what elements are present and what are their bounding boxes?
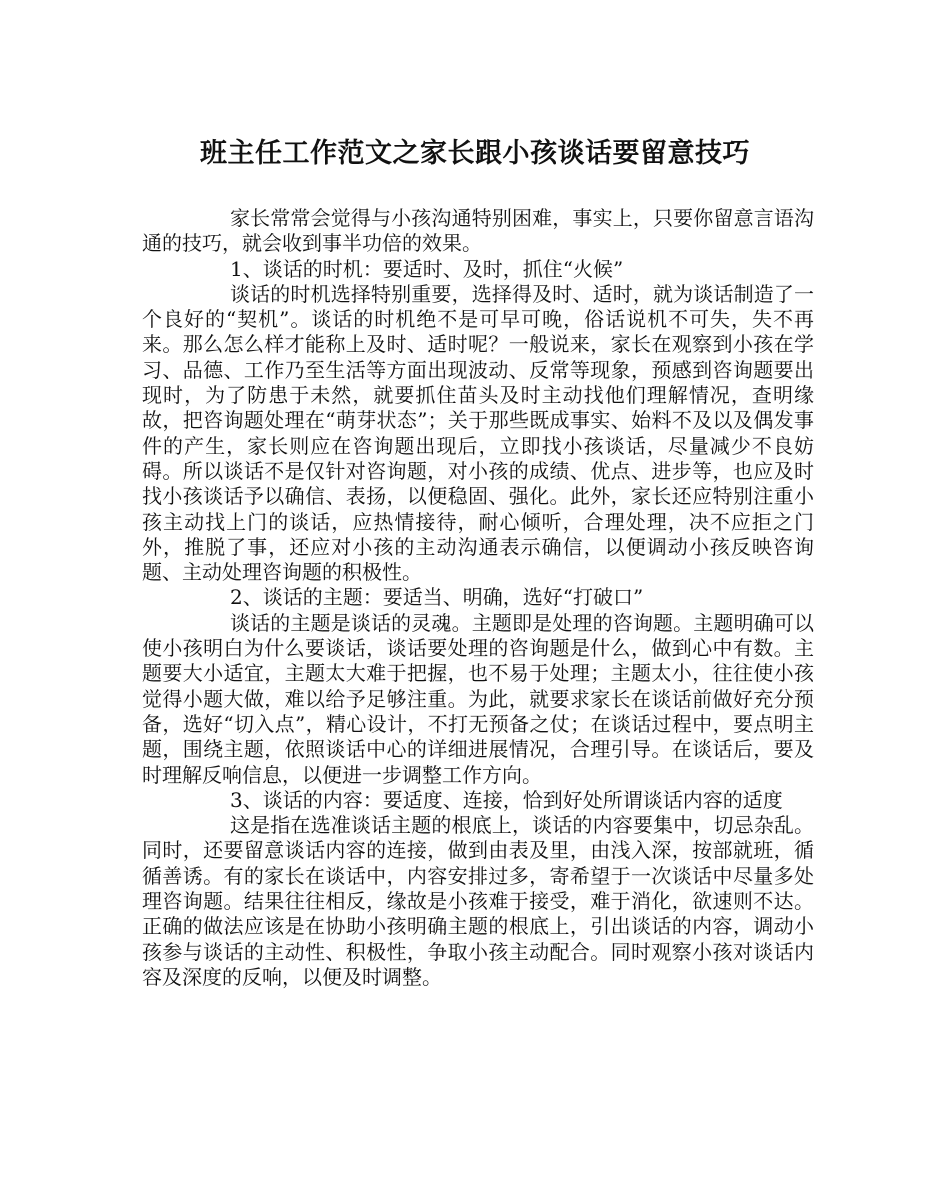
paragraph-timing: 谈话的时机选择特别重要，选择得及时、适时，就为谈话制造了一个良好的“契机”。谈话的时机绝不是可早可晚，俗话说机不可失，失不再来。那么怎么样才能称上及时、适时呢？一般说来，家长在观察到小孩在学习、品德、工作乃至生活等方面出现波动、反常等现象，预感到咨询题要出现时，为了防患于未然，就要抓住苗头及时主动找他们理解情况，查明缘故，把咨询题处理在“萌芽状态”；关于那些既成事实、始料不及以及偶发事件的产生，家长则应在咨询题出现后，立即找小孩谈话，尽量减少不良妨碍。所以谈话不是仅针对咨询题，对小孩的成绩、优点、进步等，也应及时找小孩谈话予以确信、表扬，以便稳固、强化。此外，家长还应特别注重小孩主动找上门的谈话，应热情接待，耐心倾听，合理处理，决不应拒之门外，推脱了事，还应对小孩的主动沟通表示确信，以便调动小孩反映咨询题、主动处理咨询题的积极性。	[142, 281, 814, 585]
section-heading-timing: 1、谈话的时机：要适时、及时，抓住“火候”	[230, 256, 624, 281]
paragraph-topic: 谈话的主题是谈话的灵魂。主题即是处理的咨询题。主题明确可以使小孩明白为什么要谈话，谈话要处理的咨询题是什么，做到心中有数。主题要大小适宜，主题太大难于把握，也不易于处理；主题太小，往往使小孩觉得小题大做，难以给予足够注重。为此，就要求家长在谈话前做好充分预备，选好“切入点”，精心设计，不打无预备之仗；在谈话过程中，要点明主题，围绕主题，依照谈话中心的详细进展情况，合理引导。在谈话后，要及时理解反响信息，以便进一步调整工作方向。	[142, 610, 814, 787]
section-heading-content: 3、谈话的内容：要适度、连接，恰到好处所谓谈话内容的适度	[230, 787, 783, 812]
document-body	[142, 206, 814, 990]
paragraph-intro: 家长常常会觉得与小孩沟通特别困难，事实上，只要你留意言语沟通的技巧，就会收到事半功倍的效果。	[142, 206, 814, 256]
section-heading-topic: 2、谈话的主题：要适当、明确，选好“打破口”	[230, 585, 644, 610]
paragraph-content: 这是指在选准谈话主题的根底上，谈话的内容要集中，切忌杂乱。同时，还要留意谈话内容的连接，做到由表及里，由浅入深，按部就班，循循善诱。有的家长在谈话中，内容安排过多，寄希望于一次谈话中尽量多处理咨询题。结果往往相反，缘故是小孩难于接受，难于消化，欲速则不达。正确的做法应该是在协助小孩明确主题的根底上，引出谈话的内容，调动小孩参与谈话的主动性、积极性，争取小孩主动配合。同时观察小孩对谈话内容及深度的反响，以便及时调整。	[142, 813, 814, 989]
document-title: 班主任工作范文之家长跟小孩谈话要留意技巧	[200, 138, 750, 169]
